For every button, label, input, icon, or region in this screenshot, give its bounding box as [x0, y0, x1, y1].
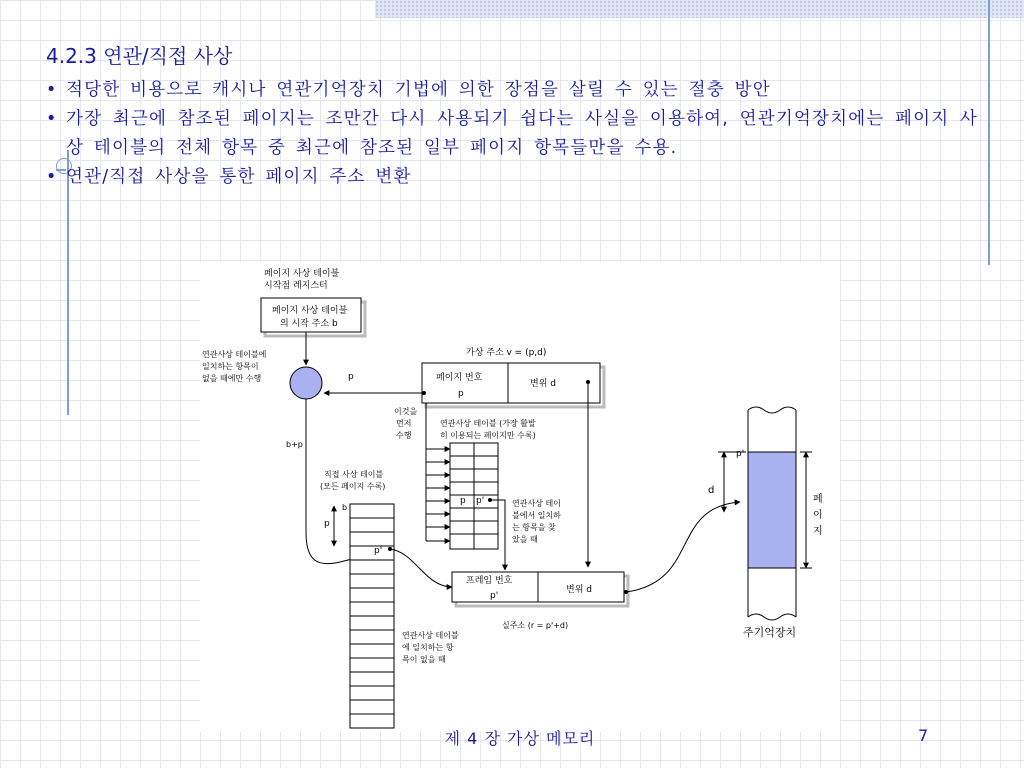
assoc-found-3: 는 항목을 찾 [512, 523, 556, 532]
title-text: 연관/직접 사상 [103, 44, 233, 68]
register-label-1: 페이지 사상 테이블 [264, 269, 340, 279]
page-no-label: 페이지 번호 [436, 373, 483, 383]
direct-p-label: p [324, 519, 330, 529]
bullet-list [46, 76, 978, 192]
slide-title [46, 40, 232, 69]
assoc-found-1: 연관사상 테이 [512, 499, 561, 508]
assoc-title-1: 연관사상 테이블 (가장 활발 [440, 419, 536, 428]
b-plus-p-label: b+p [286, 440, 303, 449]
top-decoration-bar [375, 0, 1024, 18]
mem-page-2: 이 [813, 510, 823, 521]
adder-circle [290, 367, 322, 399]
frame-d-label: 변위 d [566, 585, 592, 595]
first-note-2: 먼저 [396, 419, 412, 428]
bullet-dot-icon: • [46, 109, 58, 129]
nomatch-note-2: 일치하는 항목이 [202, 362, 259, 371]
footer-page-number: 7 [918, 726, 929, 745]
right-accent-line [988, 0, 990, 265]
memory-page [748, 452, 796, 568]
frame-p-label: p' [490, 591, 499, 601]
direct-pprime-label: p' [374, 546, 383, 556]
mem-d-label: d [708, 485, 715, 496]
footer-chapter: 제 4 장 가상 메모리 [444, 729, 596, 748]
bullet-text: 적당한 비용으로 캐시나 연관기억장치 기법에 의한 장점을 살릴 수 있는 절충 방안 [66, 80, 771, 100]
page-p-label: p [458, 389, 464, 399]
direct-nomatch-1: 연관사상 테이블 [402, 631, 459, 640]
virtual-addr-label: 가상 주소 v = (p,d) [466, 348, 547, 358]
table-addr-label-1: 페이지 사상 테이블 [272, 306, 348, 316]
bullet-item [46, 76, 978, 105]
direct-nomatch-3: 목이 없을 때 [402, 655, 446, 664]
title-number: 4.2.3 [46, 44, 97, 68]
nomatch-note-3: 없을 때에만 수행 [202, 374, 262, 383]
bullet-text: 가장 최근에 참조된 페이지는 조만간 다시 사용되기 쉽다는 사실을 이용하여, 연관기억장치에는 페이지 사상 테이블의 전체 항목 중 최근에 참조된 일부 페이지 항목들만을 수용. [66, 109, 978, 158]
first-note-3: 수행 [396, 431, 412, 440]
assoc-p-label: p [460, 496, 466, 506]
mem-page-3: 지 [813, 526, 823, 537]
bullet-text: 연관/직접 사상을 통한 페이지 주소 변환 [66, 167, 412, 187]
nomatch-note-1: 연관사상 테이블에 [202, 350, 267, 359]
direct-nomatch-2: 에 일치하는 항 [402, 643, 454, 652]
bullet-dot-icon: • [46, 167, 58, 187]
memory-label: 주기억장치 [743, 626, 797, 639]
assoc-title-2: 히 이용되는 페이지만 수록) [440, 431, 536, 440]
associative-table [450, 443, 498, 549]
bullet-item [46, 105, 978, 163]
direct-table [350, 504, 394, 728]
mem-pprime-label: p' [736, 449, 745, 459]
mem-page-1: 페 [813, 494, 823, 505]
address-translation-diagram [200, 262, 840, 732]
diagram-svg [200, 262, 840, 732]
p-arrow-label: p [348, 372, 354, 382]
direct-b-label: b [342, 503, 348, 512]
frame-no-label: 프레임 번호 [466, 576, 513, 586]
offset-d-label: 변위 d [530, 379, 556, 389]
direct-title-2: (모든 페이지 수록) [320, 482, 386, 491]
register-label-2: 시작점 레지스터 [264, 281, 328, 291]
assoc-pprime-label: p' [476, 496, 485, 506]
real-addr-label: 실주소 (r = p'+d) [502, 621, 569, 630]
assoc-found-4: 았을 때 [512, 535, 538, 544]
bullet-dot-icon: • [46, 80, 58, 100]
assoc-found-2: 블에서 일치하 [512, 511, 561, 520]
bullet-item [46, 163, 978, 192]
table-addr-label-2: 의 시작 주소 b [280, 319, 338, 329]
direct-title-1: 직접 사상 테이블 [324, 470, 384, 479]
first-note-1: 이것을 [394, 407, 418, 416]
